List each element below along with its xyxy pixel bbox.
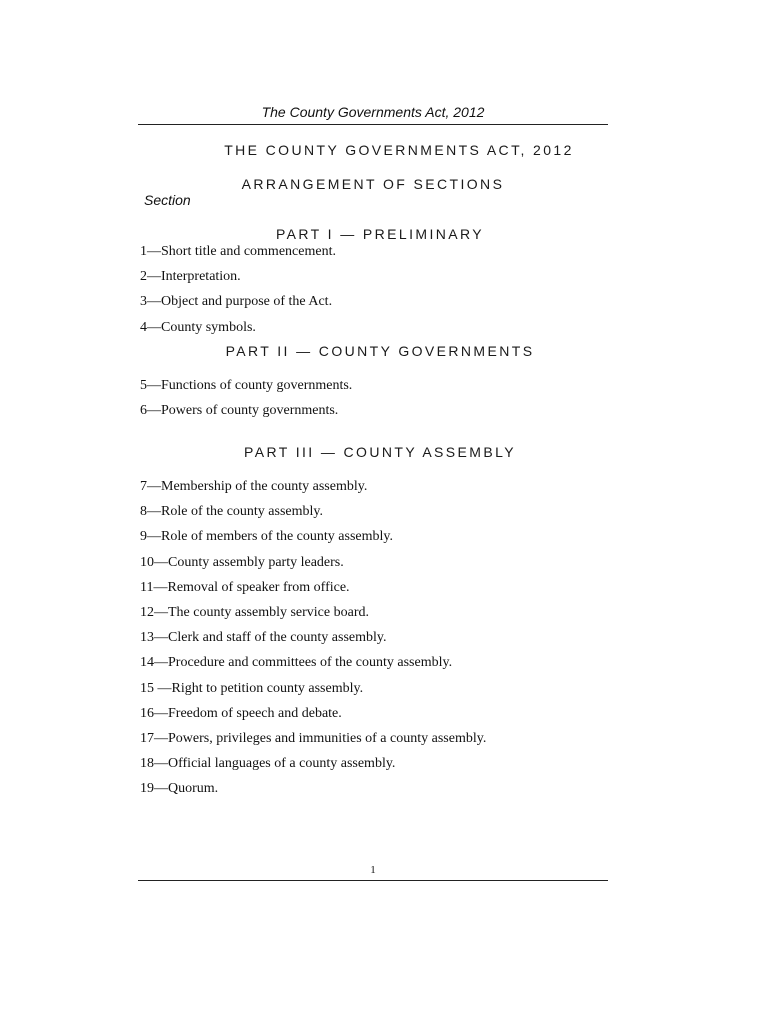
section-entry: 7—Membership of the county assembly. — [140, 479, 368, 494]
section-entry: 10—County assembly party leaders. — [140, 554, 344, 570]
section-entry: 2—Interpretation. — [140, 269, 241, 285]
part-heading: PART III — COUNTY ASSEMBLY — [244, 444, 516, 460]
section-entry: 18—Official languages of a county assembly. — [140, 756, 396, 772]
section-entry: 8—Role of the county assembly. — [140, 504, 324, 520]
section-column-label: Section — [144, 192, 191, 208]
section-entry: 3—Object and purpose of the Act. — [140, 294, 333, 310]
running-header: The County Governments Act, 2012 — [261, 104, 485, 120]
section-entry: 9—Role of members of the county assembly. — [140, 529, 393, 545]
arrangement-heading: ARRANGEMENT OF SECTIONS — [241, 176, 505, 192]
section-entry: 15 —Right to petition county assembly. — [140, 680, 364, 696]
section-entry: 16—Freedom of speech and debate. — [140, 705, 342, 721]
section-entry: 17—Powers, privileges and immunities of a county assembly. — [140, 730, 487, 746]
page-number: 1 — [370, 864, 376, 876]
part-heading: PART II — COUNTY GOVERNMENTS — [225, 343, 535, 359]
section-list — [140, 478, 486, 805]
footer-rule — [138, 880, 608, 881]
section-entry: 12—The county assembly service board. — [140, 604, 369, 620]
section-entry: 6—Powers of county governments. — [140, 403, 339, 419]
section-entry: 13—Clerk and staff of the county assembly. — [140, 630, 387, 646]
section-entry: 1—Short title and commencement. — [140, 244, 336, 259]
part-heading: PART I — PRELIMINARY — [275, 226, 484, 242]
section-entry: 14—Procedure and committees of the county assembly. — [140, 655, 453, 671]
document-title: THE COUNTY GOVERNMENTS ACT, 2012 — [224, 142, 574, 158]
section-entry: 19—Quorum. — [140, 781, 219, 797]
section-entry: 4—County symbols. — [140, 319, 256, 335]
header-rule — [138, 124, 608, 125]
section-list — [140, 377, 352, 427]
section-entry: 11—Removal of speaker from office. — [140, 579, 350, 595]
section-entry: 5—Functions of county governments. — [140, 378, 353, 393]
section-list — [140, 243, 336, 344]
